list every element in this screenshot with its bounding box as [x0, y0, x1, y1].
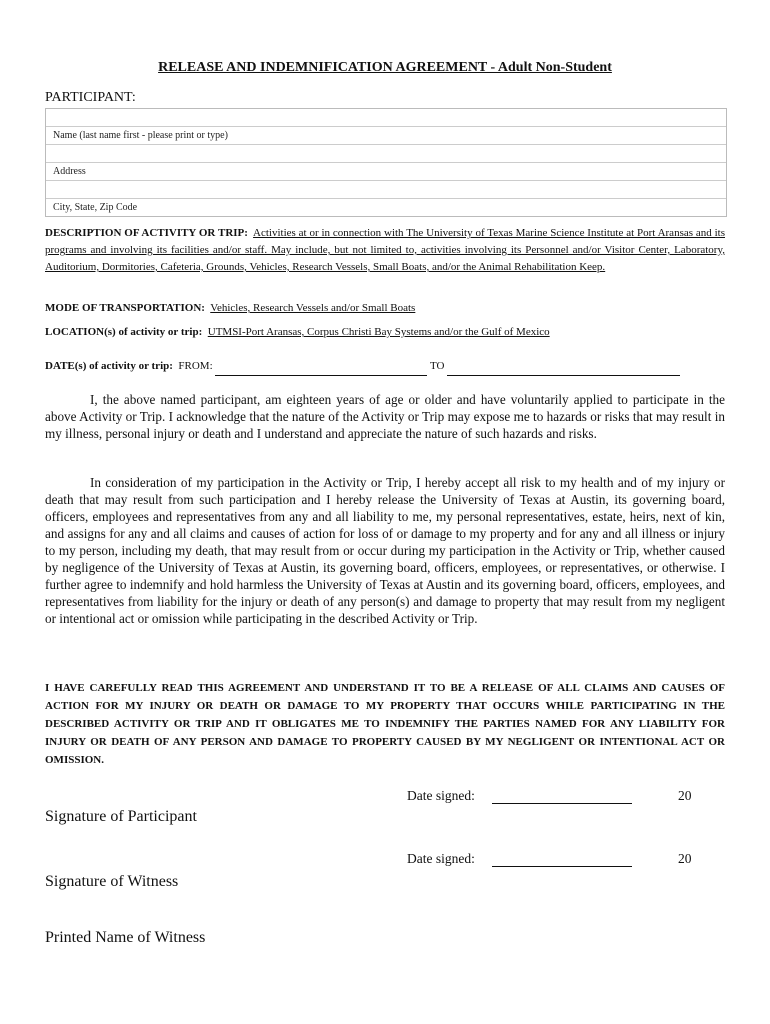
participant-heading: PARTICIPANT:	[45, 90, 136, 105]
witness-year: 20	[678, 851, 692, 866]
dates-section	[45, 358, 725, 376]
witness-signature-label: Signature of Witness	[45, 873, 179, 890]
description-label: DESCRIPTION OF ACTIVITY OR TRIP:	[45, 227, 248, 239]
transport-text: Vehicles, Research Vessels and/or Small Boats	[210, 302, 416, 314]
transport-label: MODE OF TRANSPORTATION:	[45, 302, 205, 314]
participant-date-label: Date signed:	[407, 788, 475, 803]
participant-date-field[interactable]	[492, 803, 632, 804]
participant-signature-label: Signature of Participant	[45, 808, 197, 825]
witness-date-label: Date signed:	[407, 851, 475, 866]
description-text: Activities at or in connection with The University of Texas Marine Science Institute at Port Aransas and its programs and involving its facilities and/or staff. May include, but not limited to, activities involving its Personnel and/or Visitor Center, Laboratory, Auditorium, Dormitories, Cafeteria, Grounds, Vehicles, Research Vessels, Small Boats, and/or the Animal Rehabilitation Keep.	[45, 227, 725, 273]
acknowledgement-caps: I HAVE CAREFULLY READ THIS AGREEMENT AND UNDERSTAND IT TO BE A RELEASE OF ALL CLAIMS AND CAUSES OF ACTION FOR MY INJURY OR DEATH OR DAMAGE TO MY PROPERTY THAT OCCURS WHILE PARTICIPATING IN THE DESCRIBED ACTIVITY OR TRIP AND IT OBLIGATES ME TO INDEMNIFY THE PARTIES NAMED FOR ANY LIABILITY FOR INJURY OR DEATH OF ANY PERSON AND DAMAGE TO PROPERTY CAUSED BY MY NEGLIGENT OR INTENTIONAL ACT OR OMISSION.	[45, 682, 725, 766]
location-section	[45, 324, 725, 341]
location-label: LOCATION(s) of activity or trip:	[45, 326, 203, 338]
from-label: FROM:	[178, 360, 213, 372]
to-label: TO	[429, 360, 445, 372]
name-input[interactable]	[46, 109, 726, 127]
address-label: Address	[46, 163, 726, 181]
city-label: City, State, Zip Code	[46, 199, 726, 216]
name-label: Name (last name first - please print or type)	[46, 127, 726, 145]
description-section	[45, 225, 725, 276]
paragraph-release: In consideration of my participation in the Activity or Trip, I hereby accept all risk to my health and of my injury or death that may result from such participation and I hereby release the University of Texas at Austin, its governing board, officers, employees and representatives from any and all liability to me, my personal representatives, estate, heirs, next of kin, and assigns for any and all claims and causes of action for loss of or damage to my property and for any and all illness or injury to my person, including my death, that may result from or occur during my participation in the Activity or Trip, whether caused by negligence of the University of Texas at Austin, its governing board, officers, employees, or representatives, or otherwise. I further agree to indemnify and hold harmless the University of Texas at Austin and its governing board, officers, employees, and representatives from liability for the injury or death of any person(s) and damage to property that may result from my negligent or intentional act or omission while participating in the described Activity or Trip.	[45, 475, 725, 626]
from-date-field[interactable]	[215, 358, 427, 376]
paragraph-acknowledgement: I, the above named participant, am eighteen years of age or older and have voluntarily applied to participate in the above Activity or Trip. I acknowledge that the nature of the Activity or Trip may expose me to hazards or risks that may result in my illness, personal injury or death and I understand and appreciate the nature of such hazards and risks.	[45, 392, 725, 441]
transport-section	[45, 300, 725, 317]
dates-label: DATE(s) of activity or trip:	[45, 360, 173, 372]
address-input[interactable]	[46, 145, 726, 163]
city-input[interactable]	[46, 181, 726, 199]
witness-date-field[interactable]	[492, 866, 632, 867]
to-date-field[interactable]	[447, 358, 680, 376]
participant-fields	[45, 108, 727, 217]
witness-printed-name-label: Printed Name of Witness	[45, 929, 206, 946]
participant-year: 20	[678, 788, 692, 803]
location-text: UTMSI-Port Aransas, Corpus Christi Bay Systems and/or the Gulf of Mexico	[207, 326, 550, 338]
document-title: RELEASE AND INDEMNIFICATION AGREEMENT - Adult Non-Student	[158, 60, 612, 75]
